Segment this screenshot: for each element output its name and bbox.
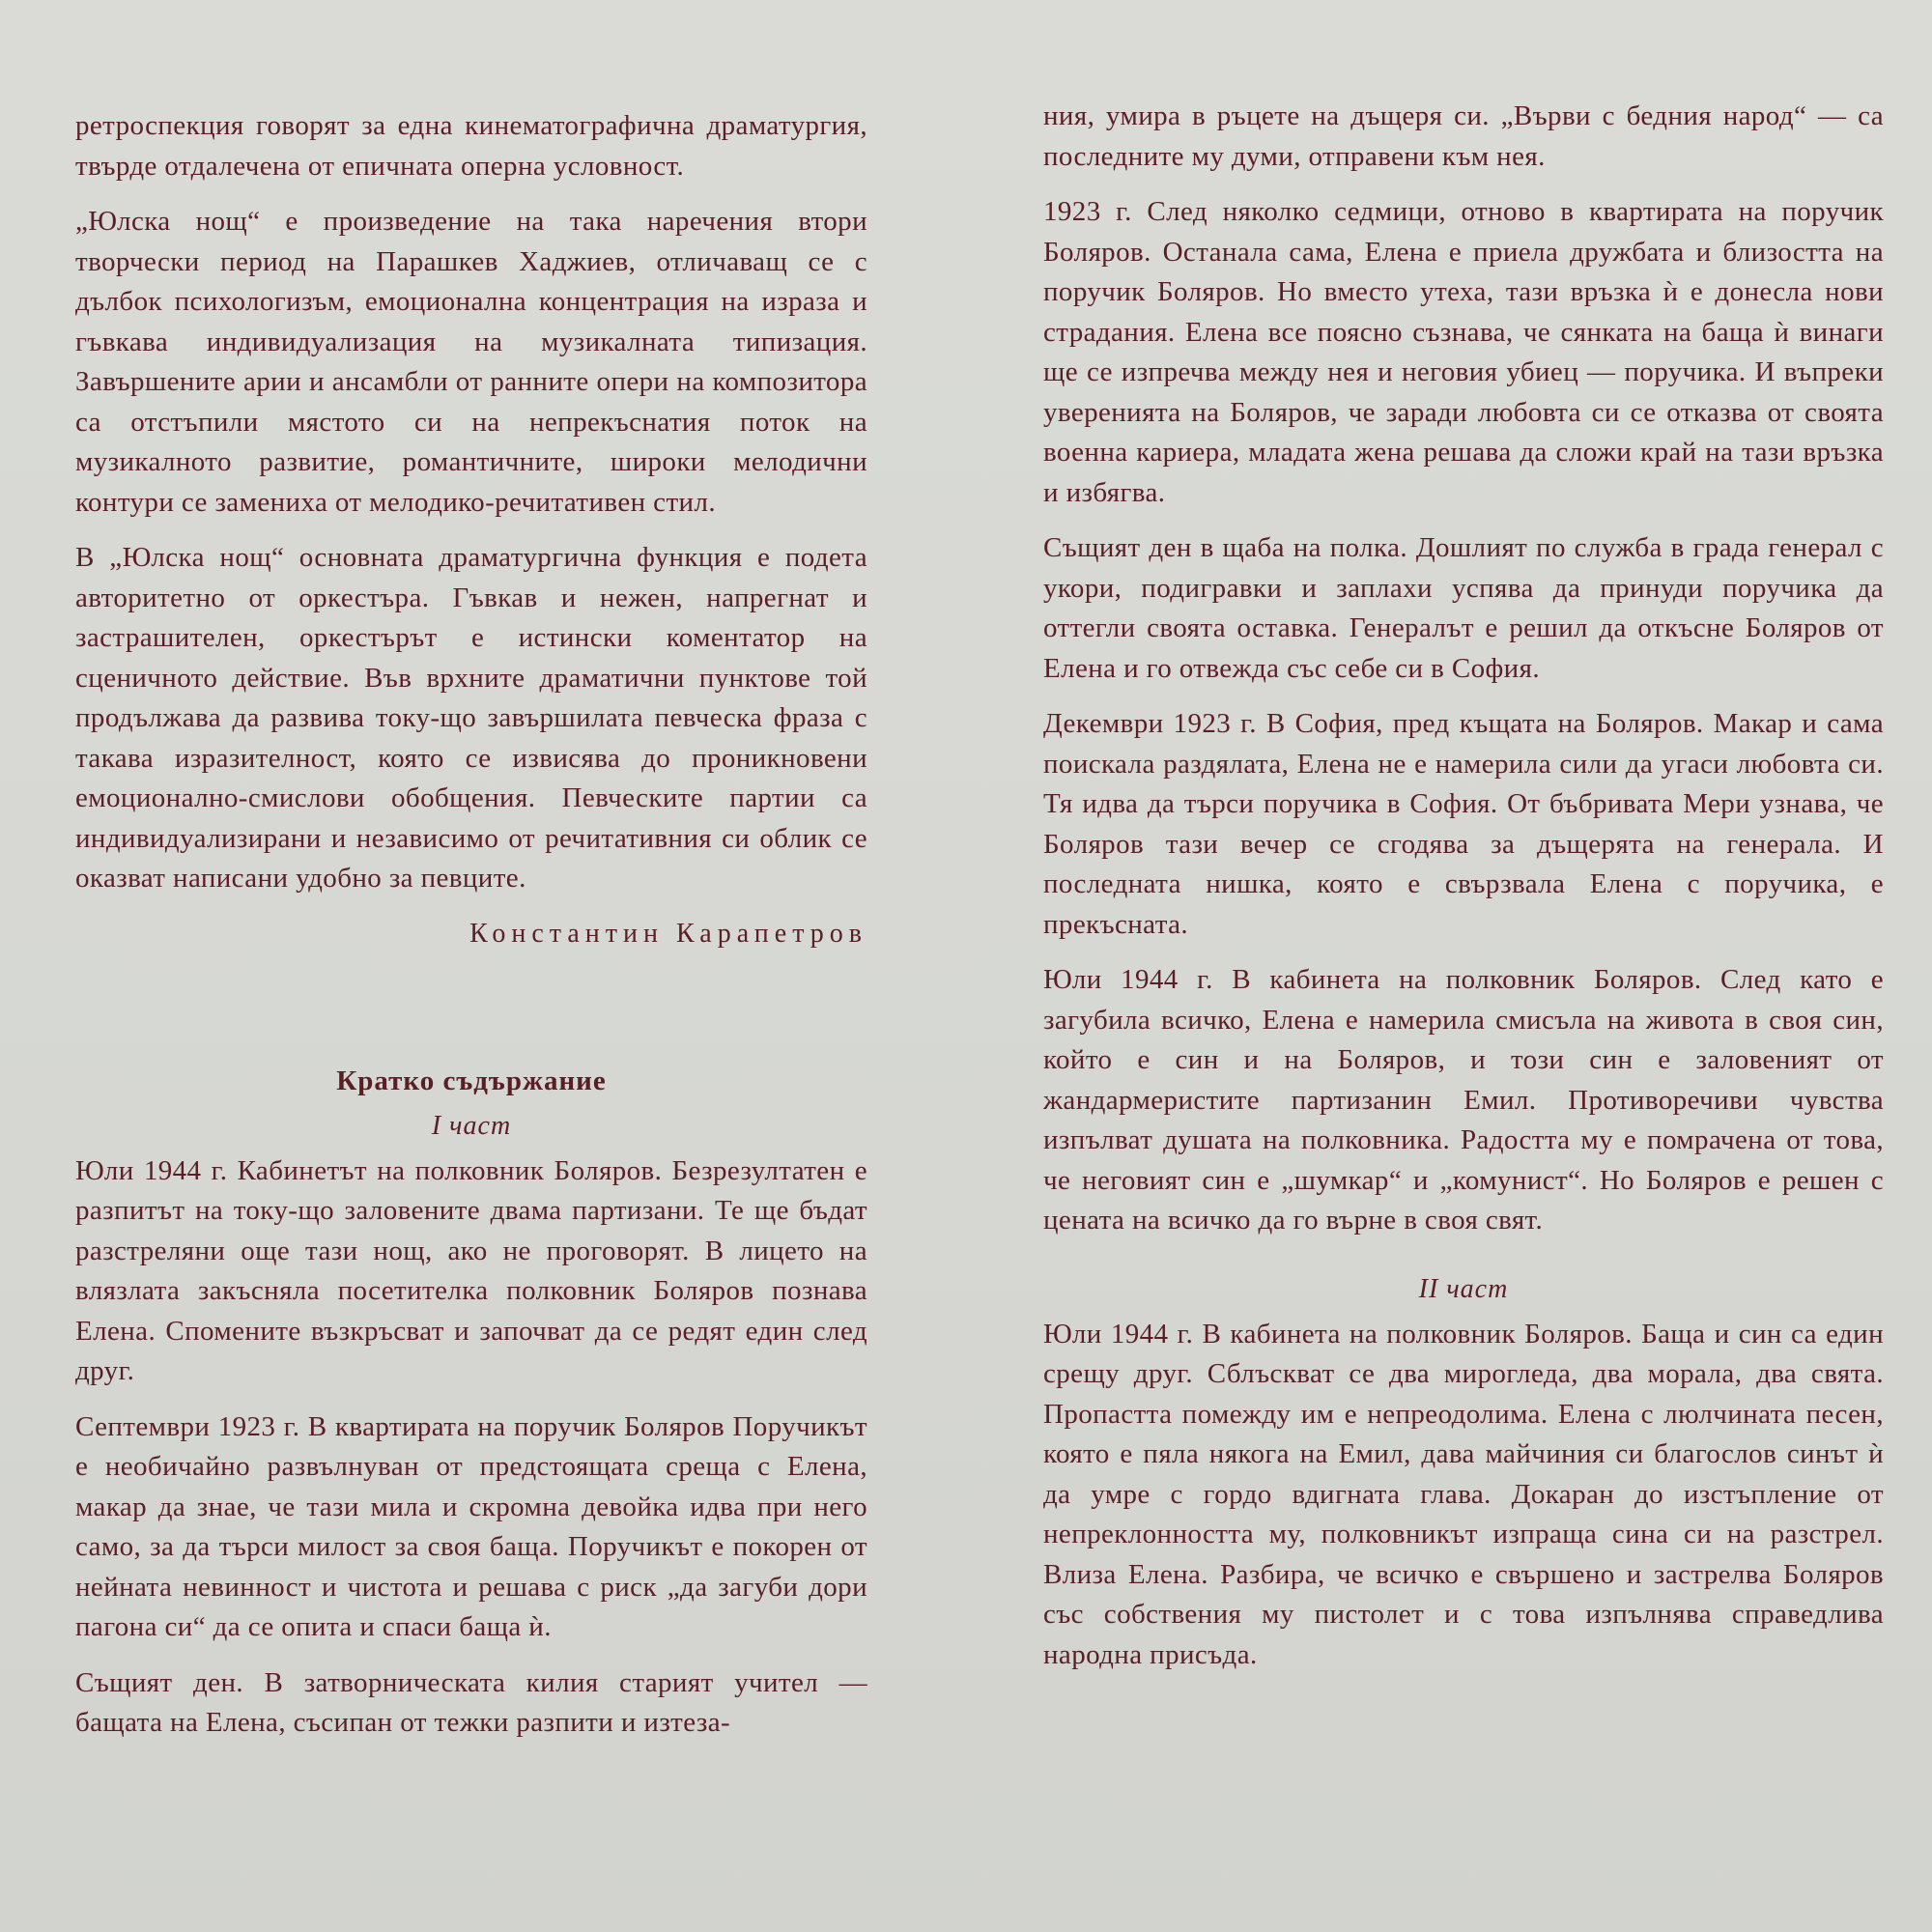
paragraph: „Юлска нощ“ е произведение на така наречения втори творчески период на Парашкев Хаджиев, отличаващ се с дълбок психологизъм, емоционална концентрация на израза и гъвкава индивидуализация на музикалната типизация. Завършените арии и ансамбли от ранните опери на композитора са отстъпили мястото си на непрекъснатия поток на музикалното развитие, романтичните, широки мелодични контури се замениха от мелодико-речитативен стил. bbox=[75, 206, 867, 518]
paragraph: В „Юлска нощ“ основната драматургична функция е подета авторитетно от оркестъра. Гъвкав и нежен, напрегнат и застрашителен, оркестърът е истински коментатор на сценичното действие. Във врхните драматични пунктове той продължава да развива току-що завършилата певческа фраза с такава изразителност, която се извисява до проникновени емоционално-смислови обобщения. Певческите партии са индивидуализирани и независимо от речитативния си облик се оказват написани удобно за певците. bbox=[75, 542, 867, 894]
paragraph: ретроспекция говорят за една кинематографична драматургия, твърде отдалечена от епичната оперна условност. bbox=[75, 110, 867, 182]
part-label: I част bbox=[431, 1110, 512, 1141]
part-label: II част bbox=[1418, 1273, 1509, 1304]
paragraph: Септември 1923 г. В квартирата на поручик Боляров Поручикът е необичайно развълнуван от предстоящата среща с Елена, макар да знае, че тази мила и скромна девойка идва при него само, за да търси милост за своя баща. Поручикът е покорен от нейната невинност и чистота и решава с риск „да загуби дори пагона си“ да се опита и спаси баща ѝ. bbox=[75, 1410, 867, 1642]
paragraph: Юли 1944 г. Кабинетът на полковник Боляров. Безрезултатен е разпитът на току-що заловените двама партизани. Те ще бъдат разстреляни още тази нощ, ако не проговорят. В лицето на влязлата закъсняла посетителка полковник Боляров познава Елена. Спомените възкръсват и започват да се редят един след друг. bbox=[75, 1154, 867, 1386]
paragraph: Юли 1944 г. В кабинета на полковник Боляров. Баща и син са един срещу друг. Сблъскват се два мирогледа, два морала, два свята. Пропастта помежду им е непреодолима. Елена с люлчината песен, която е пяла някога на Емил, дава майчиния си благослов синът ѝ да умре с гордо вдигната глава. Докаран до изстъпление от непреклонността му, полковникът изпраща сина си на разстрел. Влиза Елена. Разбира, че всичко е свършено и застрелва Боляров със собствения му пистолет и с това изпълнява справедлива народна присъда. bbox=[1043, 1318, 1884, 1670]
paragraph: Юли 1944 г. В кабинета на полковник Боляров. След като е загубила всичко, Елена е намерила смисъла на живота в своя син, който е син и на Боляров, и този син е заловеният от жандармеристите партизанин Емил. Противоречиви чувства изпълват душата на полковника. Радостта му е помрачена от това, че неговият син е „шумкар“ и „комунист“. Но Боляров е решен с цената на всичко да го върне в своя свят. bbox=[1043, 964, 1884, 1236]
right-column bbox=[1043, 97, 1884, 1690]
section-heading: Кратко съдържание bbox=[336, 1065, 607, 1096]
left-column bbox=[75, 106, 867, 1759]
paragraph: Декември 1923 г. В София, пред къщата на Боляров. Макар и сама поискала раздялата, Елена не е намерила сили да угаси любовта си. Тя идва да търси поручика в София. От бъбривата Мери узнава, че Боляров тази вечер се сгодява за дъщерята на генерала. И последната нишка, която е свързвала Елена с поручика, е прекъсната. bbox=[1043, 708, 1884, 940]
author-signature: Константин Карапетров bbox=[469, 918, 867, 949]
paragraph: 1923 г. След няколко седмици, отново в квартирата на поручик Боляров. Останала сама, Елена е приела дружбата и близостта на поручик Боляров. Но вместо утеха, тази връзка ѝ е донесла нови страдания. Елена все поясно съзнава, че сянката на баща ѝ винаги ще се изпречва между нея и неговия убиец — поручика. И въпреки уверенията на Боляров, че заради любовта си се отказва от своята военна кариера, младата жена решава да сложи край на тази връзка и избягва. bbox=[1043, 196, 1884, 508]
paragraph: ния, умира в ръцете на дъщеря си. „Върви с бедния народ“ — са последните му думи, отправени към нея. bbox=[1043, 100, 1884, 172]
paragraph: Същият ден в щаба на полка. Дошлият по служба в града генерал с укори, подигравки и заплахи успява да принуди поручика да оттегли своята оставка. Генералът е решил да откъсне Боляров от Елена и го отвежда със себе си в София. bbox=[1043, 532, 1884, 684]
paragraph: Същият ден. В затворническата килия старият учител — бащата на Елена, съсипан от тежки разпити и изтеза- bbox=[75, 1666, 867, 1738]
